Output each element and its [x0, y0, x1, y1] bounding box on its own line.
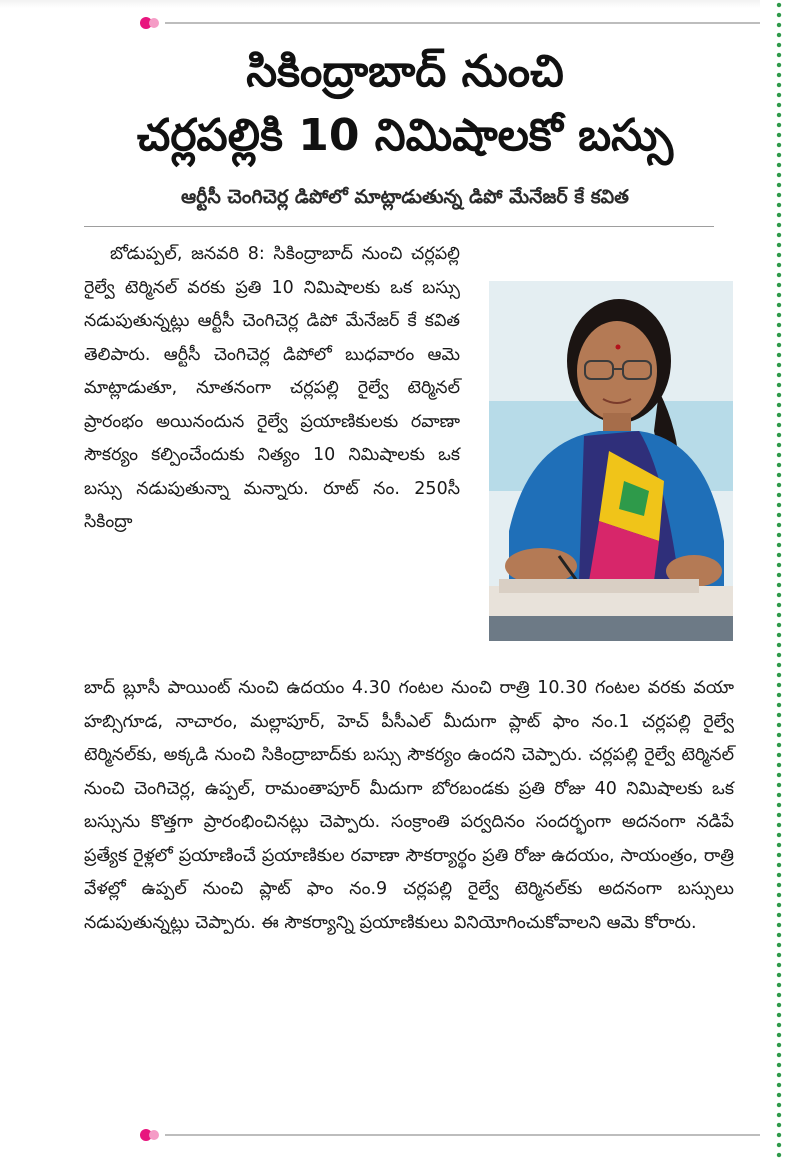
section-divider-bottom	[140, 1128, 760, 1142]
subheadline-rule	[84, 226, 714, 227]
section-divider-top	[140, 16, 760, 30]
top-edge-strip	[0, 0, 760, 8]
depot-manager-photo	[489, 281, 733, 641]
headline	[90, 40, 720, 168]
article-paragraph-column: బోడుప్పల్, జనవరి 8: సికింద్రాబాద్ నుంచి చర్లపల్లి రైల్వే టెర్మినల్ వరకు ప్రతి 10 నిమిషాలకు ఒక బస్సు నడుపుతున్నట్లు ఆర్టీసీ చెంగిచెర్ల డిపో మేనేజర్ కే కవిత తెలిపారు. ఆర్టీసీ చెంగిచెర్ల డిపోలో బుధవారం ఆమె మాట్లాడుతూ, నూతనంగా చర్లపల్లి రైల్వే టెర్మినల్ ప్రారంభం అయినందున రైల్వే ప్రయాణికులకు రవాణా సౌకర్యం కల్పించేందుకు నిత్యం 10 నిమిషాలకు ఒక బస్సు నడుపుతున్నా మన్నారు. రూట్ నం. 250సీ సికింద్రా	[84, 244, 460, 532]
dotted-column-border	[776, 0, 782, 1159]
light-pink-dot-icon	[149, 18, 159, 28]
divider-line	[165, 1134, 760, 1136]
person-portrait-illustration	[489, 281, 733, 641]
light-pink-dot-icon	[149, 1130, 159, 1140]
article-body-full	[84, 672, 734, 940]
headline-line-1: సికింద్రాబాద్ నుంచి	[246, 46, 564, 97]
subheadline: ఆర్టీసీ చెంగిచెర్ల డిపోలో మాట్లాడుతున్న డిపో మేనేజర్ కే కవిత	[181, 186, 629, 208]
article-body-column	[84, 238, 460, 540]
divider-line	[165, 22, 760, 24]
headline-line-2: చర్లపల్లికి 10 నిమిషాలకో బస్సు	[136, 110, 674, 161]
article-paragraph-full: బాద్ బ్లూసీ పాయింట్ నుంచి ఉదయం 4.30 గంటల నుంచి రాత్రి 10.30 గంటల వరకు వయా హబ్సిగూడ, నాచారం, మల్లాపూర్, హెచ్ పీసీఎల్ మీదుగా ప్లాట్ ఫాం నం.1 చర్లపల్లి రైల్వే టెర్మినల్‌కు, అక్కడి నుంచి సికింద్రాబాద్‌కు బస్సు సౌకర్యం ఉందని చెప్పారు. చర్లపల్లి రైల్వే టెర్మినల్ నుంచి చెంగిచెర్ల, ఉప్పల్, రామంతాపూర్ మీదుగా బోరబండకు ప్రతి రోజు 40 నిమిషాలకు ఒక బస్సును కొత్తగా ప్రారంభించినట్లు చెప్పారు. సంక్రాంతి పర్వదినం సందర్భంగా అదనంగా నడిపే ప్రత్యేక రైళ్లలో ప్రయాణించే ప్రయాణికుల రవాణా సౌకర్యార్థం ప్రతి రోజు ఉదయం, సాయంత్రం, రాత్రి వేళల్లో ఉప్పల్ నుంచి ప్లాట్ ఫాం నం.9 చర్లపల్లి రైల్వే టెర్మినల్‌కు అదనంగా బస్సులు నడుపుతున్నట్లు చెప్పారు. ఈ సౌకర్యాన్ని ప్రయాణికులు వినియోగించుకోవాలని ఆమె కోరారు.	[84, 678, 734, 933]
